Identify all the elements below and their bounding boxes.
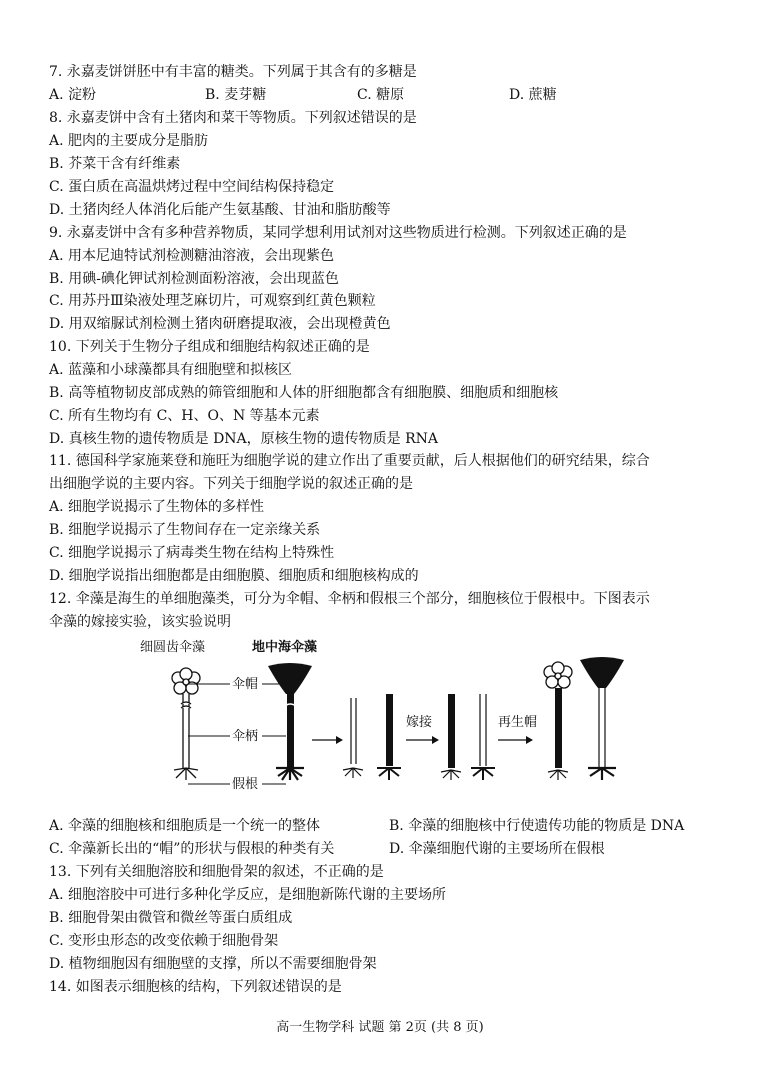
q12-option-c: C. 伞藻新长出的“帽”的形状与假根的种类有关: [49, 841, 335, 857]
umbrella-algae-graft-figure: [140, 636, 660, 806]
q12-stem-line1: 12. 伞藻是海生的单细胞藻类，可分为伞帽、伞柄和假根三个部分，细胞核位于假根中。下图表示: [49, 591, 650, 607]
q11-stem-line1: 11. 德国科学家施莱登和施旺为细胞学说的建立作出了重要贡献，后人根据他们的研究结果，综合: [49, 453, 650, 469]
q13-option-d: D. 植物细胞因有细胞壁的支撑，所以不需要细胞骨架: [49, 956, 377, 972]
label-stalk: 伞柄: [232, 729, 259, 744]
q12-option-a: A. 伞藻的细胞核和细胞质是一个统一的整体: [49, 818, 321, 834]
q8-option-d: D. 土猪肉经人体消化后能产生氨基酸、甘油和脂肪酸等: [49, 202, 391, 218]
q14-stem: 14. 如图表示细胞核的结构，下列叙述错误的是: [49, 979, 342, 995]
q13-option-b: B. 细胞骨架由微管和微丝等蛋白质组成: [49, 910, 293, 926]
arrow-icon: [432, 736, 439, 744]
q11-option-a: A. 细胞学说揭示了生物体的多样性: [49, 499, 265, 515]
q13-stem: 13. 下列有关细胞溶胶和细胞骨架的叙述，不正确的是: [49, 864, 384, 880]
q13-option-c: C. 变形虫形态的改变依赖于细胞骨架: [49, 933, 279, 949]
q11-option-c: C. 细胞学说揭示了病毒类生物在结构上特殊性: [49, 545, 335, 561]
grafted-cells: [441, 694, 495, 780]
label-acetabularia-mediterranea: 地中海伞藻: [252, 640, 318, 655]
q9-option-b: B. 用碘-碘化钾试剂检测面粉溶液，会出现蓝色: [49, 271, 339, 287]
q7-option-a: A. 淀粉: [49, 87, 97, 103]
label-acetabularia-crenulata: 细圆齿伞藻: [140, 640, 206, 655]
q10-option-d: D. 真核生物的遗传物质是 DNA，原核生物的遗传物质是 RNA: [49, 431, 439, 447]
label-cap: 伞帽: [232, 677, 259, 692]
q11-option-b: B. 细胞学说揭示了生物间存在一定亲缘关系: [49, 522, 321, 538]
page-footer: 高一生物学科 试题 第 2页 (共 8 页): [276, 1020, 484, 1035]
q9-option-c: C. 用苏丹Ⅲ染液处理芝麻切片，可观察到红黄色颗粒: [49, 293, 376, 309]
q10-option-a: A. 蓝藻和小球藻都具有细胞壁和拟核区: [49, 362, 293, 378]
q8-option-c: C. 蛋白质在高温烘烤过程中空间结构保持稳定: [49, 179, 335, 195]
q8-option-a: A. 肥肉的主要成分是脂肪: [49, 133, 209, 149]
q11-option-d: D. 细胞学说指出细胞都是由细胞膜、细胞质和细胞核构成的: [49, 568, 419, 584]
separated-stalks: [343, 694, 401, 780]
q10-option-b: B. 高等植物韧皮部成熟的筛管细胞和人体的肝细胞都含有细胞膜、细胞质和细胞核: [49, 385, 559, 401]
q9-stem: 9. 永嘉麦饼中含有多种营养物质，某同学想利用试剂对这些物质进行检测。下列叙述正确的是: [49, 225, 627, 241]
mediterranea-cell: [268, 663, 312, 780]
q7-option-c: C. 糖原: [357, 87, 405, 103]
q7-option-b: B. 麦芽糖: [205, 87, 267, 103]
q11-stem-line2: 出细胞学说的主要内容。下列关于细胞学说的叙述正确的是: [49, 476, 413, 492]
crenulata-cell: [172, 668, 200, 780]
label-graft: 嫁接: [406, 715, 433, 730]
q8-option-b: B. 芥菜干含有纤维素: [49, 156, 181, 172]
q8-stem: 8. 永嘉麦饼中含有土猪肉和菜干等物质。下列叙述错误的是: [49, 110, 417, 126]
q7-option-d: D. 蔗糖: [509, 87, 557, 103]
q12-option-b: B. 伞藻的细胞核中行使遗传功能的物质是 DNA: [389, 818, 685, 834]
q12-stem-line2: 伞藻的嫁接实验，该实验说明: [49, 614, 231, 630]
label-regrow-cap: 再生帽: [498, 715, 538, 730]
q10-stem: 10. 下列关于生物分子组成和细胞结构叙述正确的是: [49, 339, 370, 355]
arrow-icon: [526, 736, 533, 744]
q12-option-d: D. 伞藻细胞代谢的主要场所在假根: [389, 841, 605, 857]
arrow-icon: [336, 736, 343, 744]
q13-option-a: A. 细胞溶胶中可进行多种化学反应，是细胞新陈代谢的主要场所: [49, 887, 447, 903]
q10-option-c: C. 所有生物均有 C、H、O、N 等基本元素: [49, 408, 320, 424]
regrown-cells: [544, 657, 624, 780]
label-rhizoid: 假根: [232, 777, 259, 792]
graft-diagram: [140, 636, 660, 806]
q9-option-a: A. 用本尼迪特试剂检测糖油溶液，会出现紫色: [49, 248, 335, 264]
q7-stem: 7. 永嘉麦饼饼胚中有丰富的糖类。下列属于其含有的多糖是: [49, 64, 417, 80]
q9-option-d: D. 用双缩脲试剂检测土猪肉研磨提取液，会出现橙黄色: [49, 316, 391, 332]
